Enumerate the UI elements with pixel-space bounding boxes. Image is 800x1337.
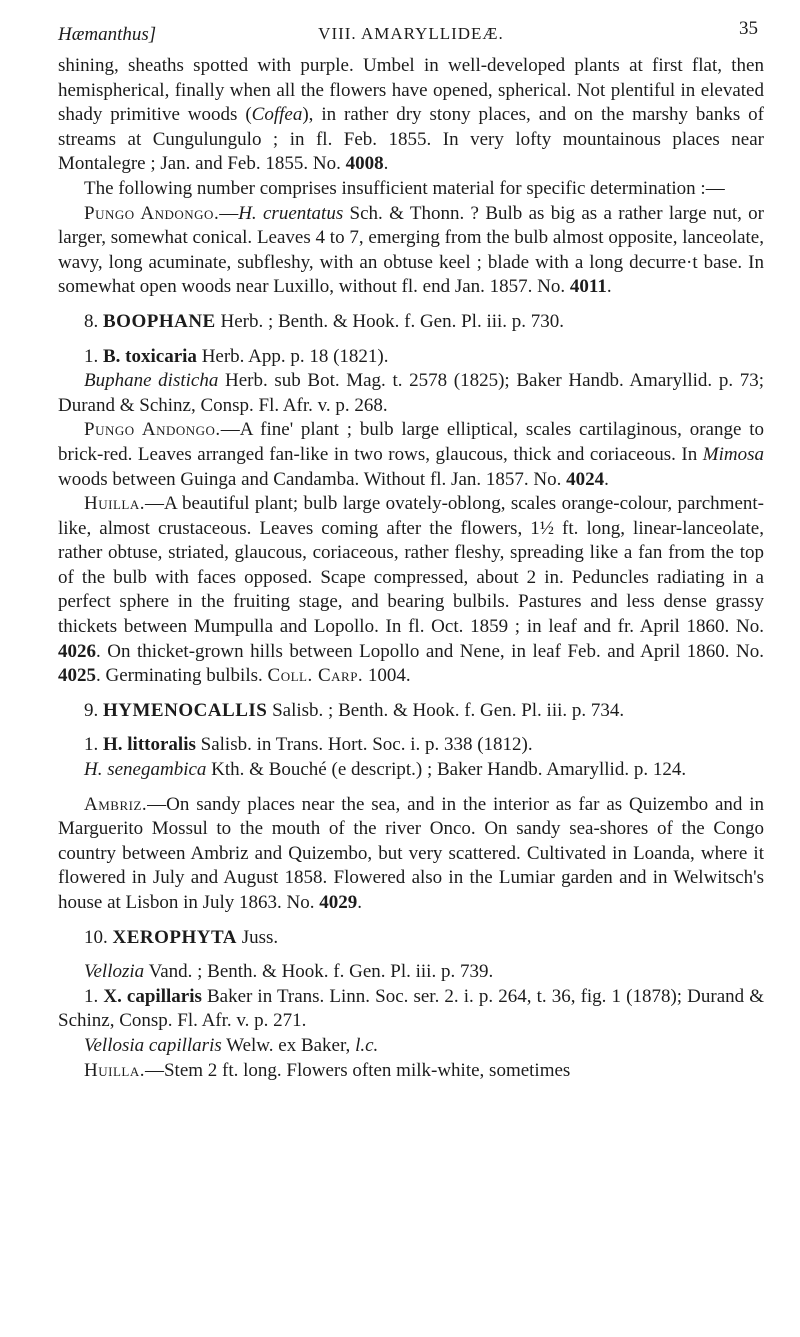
text-run: Vand. ; Benth. & Hook. f. Gen. Pl. iii. p. 739.: [144, 961, 494, 983]
text-run: Baker in Trans. Linn. Soc. ser. 2. i. p. 264, t. 36, fig. 1 (1878); Durand & Schinz, Consp. Fl. Afr. v. p. 271.: [58, 985, 765, 1032]
paragraph-p15: [58, 985, 764, 1034]
text-run: Welw. ex Baker,: [221, 1034, 356, 1056]
paragraph-p12: [58, 793, 764, 916]
bold-run: H. littoralis: [103, 734, 196, 756]
paragraph-p16: [58, 1034, 764, 1059]
genus-heading: BOOPHANE: [103, 310, 216, 332]
italic-run: H. cruentatus: [238, 202, 344, 224]
italic-run: Mimosa: [702, 443, 764, 465]
text-run: Herb. sub Bot. Mag. t. 2578 (1825); Baker Handb. Amaryllid. p. 73; Durand & Schinz, Consp. Fl. Afr. v. p. 268.: [58, 370, 764, 416]
text-run: —Stem 2 ft. long. Flowers often milk-white, sometimes: [144, 1059, 571, 1081]
small-caps-run: Huilla.: [84, 1059, 145, 1081]
paragraph-p2: [58, 177, 764, 202]
bold-run: X. capillaris: [103, 985, 202, 1007]
small-caps-run: Pungo Andongo.: [84, 419, 221, 441]
text-run: 1.: [84, 734, 103, 756]
text-run: 1004.: [363, 665, 411, 687]
text-run: . On thicket-grown hills between Lopollo and Nene, in leaf Feb. and April 1860. No.: [96, 640, 764, 662]
page-number: 35: [739, 18, 758, 39]
text-run: Herb. App. p. 18 (1821).: [196, 345, 389, 367]
paragraph-p8: [58, 492, 764, 689]
text-run: ), in rather dry stony places, and on the marshy banks of streams at Cungulungulo ; in fl. Feb. 1855. In very lofty mountainous places near Montalegre ; Jan. and Feb. 1855. No.: [58, 104, 764, 175]
bold-run: 4008: [345, 153, 384, 175]
small-caps-run: Huilla.: [84, 493, 145, 515]
text-run: . Germinating bulbils.: [96, 665, 268, 687]
running-head-section: VIII. AMARYLLIDEÆ.: [318, 24, 504, 43]
text-run: —A fine' plant ; bulb large elliptical, scales cartilaginous, orange to brick-red. Leaves arranged fan-like in two rows, glaucous, thick and coriaceous. In: [58, 419, 765, 465]
text-run: .: [604, 468, 609, 490]
paragraph-p1: [58, 54, 764, 177]
text-run: Sch. & Thonn. ? Bulb as big as a rather large nut, or larger, somewhat conical. Leaves 4 to 7, emerging from the bulb almost opposite, lanceolate, wavy, long acuminate, subfleshy, with an obtuse keel ; blade with a long decurre·t base. In somewhat open woods near Luxillo, without fl. end Jan. 1857. No.: [58, 202, 765, 298]
text-run: Salisb. ; Benth. & Hook. f. Gen. Pl. iii. p. 734.: [267, 699, 625, 721]
bold-run: B. toxicaria: [103, 345, 197, 367]
text-run: —: [219, 202, 239, 224]
bold-run: 4011: [569, 276, 607, 298]
small-caps-run: Ambriz.: [84, 793, 148, 815]
paragraph-p11: [58, 758, 764, 783]
paragraph-p13: [58, 926, 764, 951]
running-head-genus: Hæmanthus]: [58, 24, 157, 45]
text-run: 9.: [84, 699, 103, 721]
text-run: shining, sheaths spotted with purple. Umbel in well-developed plants at first flat, then hemispherical, finally when all the flowers have opened, spherical. Not plentiful in elevated shady primitive woods (: [58, 55, 764, 126]
text-run: —On sandy places near the sea, and in the interior as far as Quizembo and in Marguerito Mossul to the mouth of the river Onco. On sandy sea-shores of the Congo country between Ambriz and Quizembo, but very scattered. Cultivated in Loanda, where it flowered in July and August 1858. Flowered also in the Lumiar garden and in Welwitsch's house at Lisbon in July 1863. No.: [58, 793, 764, 913]
text-run: 10.: [84, 926, 113, 948]
paragraph-p6: [58, 369, 764, 418]
text-run: .: [606, 276, 612, 298]
text-run: .: [383, 153, 389, 175]
text-run: —A beautiful plant; bulb large ovately-oblong, scales orange-colour, parchment-like, almost crustaceous. Leaves coming after the flowers, 1½ ft. long, linear-lanceolate, rather obtuse, striated, glaucous, coriaceous, rather fleshy, spreading like a fan from the top of the bulb with faces opposed. Scape compressed, about 2 in. Peduncles radiating in a perfect sphere in the fruiting stage, and bearing bulbils. Pastures and less dense grassy thickets between Mumpulla and Lopollo. In fl. Oct. 1859 ; in leaf and fr. April 1860. No.: [58, 493, 764, 638]
text-run: 1.: [84, 985, 104, 1007]
paragraph-p17: [58, 1059, 764, 1084]
italic-run: H. senegambica: [84, 759, 207, 781]
italic-run: l.c.: [355, 1034, 379, 1056]
text-run: 1.: [84, 345, 103, 367]
paragraph-p14: [58, 960, 764, 985]
text-run: The following number comprises insufficient material for specific determination :—: [84, 177, 725, 199]
text-run: Juss.: [236, 926, 279, 948]
text-run: Salisb. in Trans. Hort. Soc. i. p. 338 (1812).: [195, 734, 533, 756]
italic-run: Vellosia capillaris: [84, 1034, 222, 1056]
bold-run: 4026: [58, 640, 96, 662]
body-text: [58, 54, 764, 1083]
italic-run: Coffea: [251, 104, 303, 126]
text-run: Kth. & Bouché (e descript.) ; Baker Handb. Amaryllid. p. 124.: [206, 759, 687, 781]
paragraph-p4: [58, 310, 764, 335]
paragraph-p9: [58, 699, 764, 724]
bold-run: 4025: [58, 665, 96, 687]
small-caps-run: Coll. Carp.: [267, 665, 364, 687]
text-run: .: [357, 892, 362, 913]
small-caps-run: Pungo Andongo.: [84, 202, 220, 224]
genus-heading: HYMENOCALLIS: [103, 699, 268, 721]
italic-run: Vellozia: [84, 961, 145, 983]
bold-run: 4024: [566, 468, 605, 490]
running-header: [58, 14, 764, 54]
paragraph-p7: [58, 418, 764, 492]
text-run: Herb. ; Benth. & Hook. f. Gen. Pl. iii. p. 730.: [215, 310, 565, 332]
italic-run: Buphane disticha: [84, 370, 219, 392]
paragraph-p3: [58, 202, 764, 300]
paragraph-p5: [58, 345, 764, 370]
genus-heading: XEROPHYTA: [112, 926, 237, 948]
bold-run: 4029: [319, 892, 358, 913]
text-run: woods between Guinga and Candamba. Without fl. Jan. 1857. No.: [58, 468, 567, 490]
text-run: 8.: [84, 310, 103, 332]
paragraph-p10: [58, 733, 764, 758]
